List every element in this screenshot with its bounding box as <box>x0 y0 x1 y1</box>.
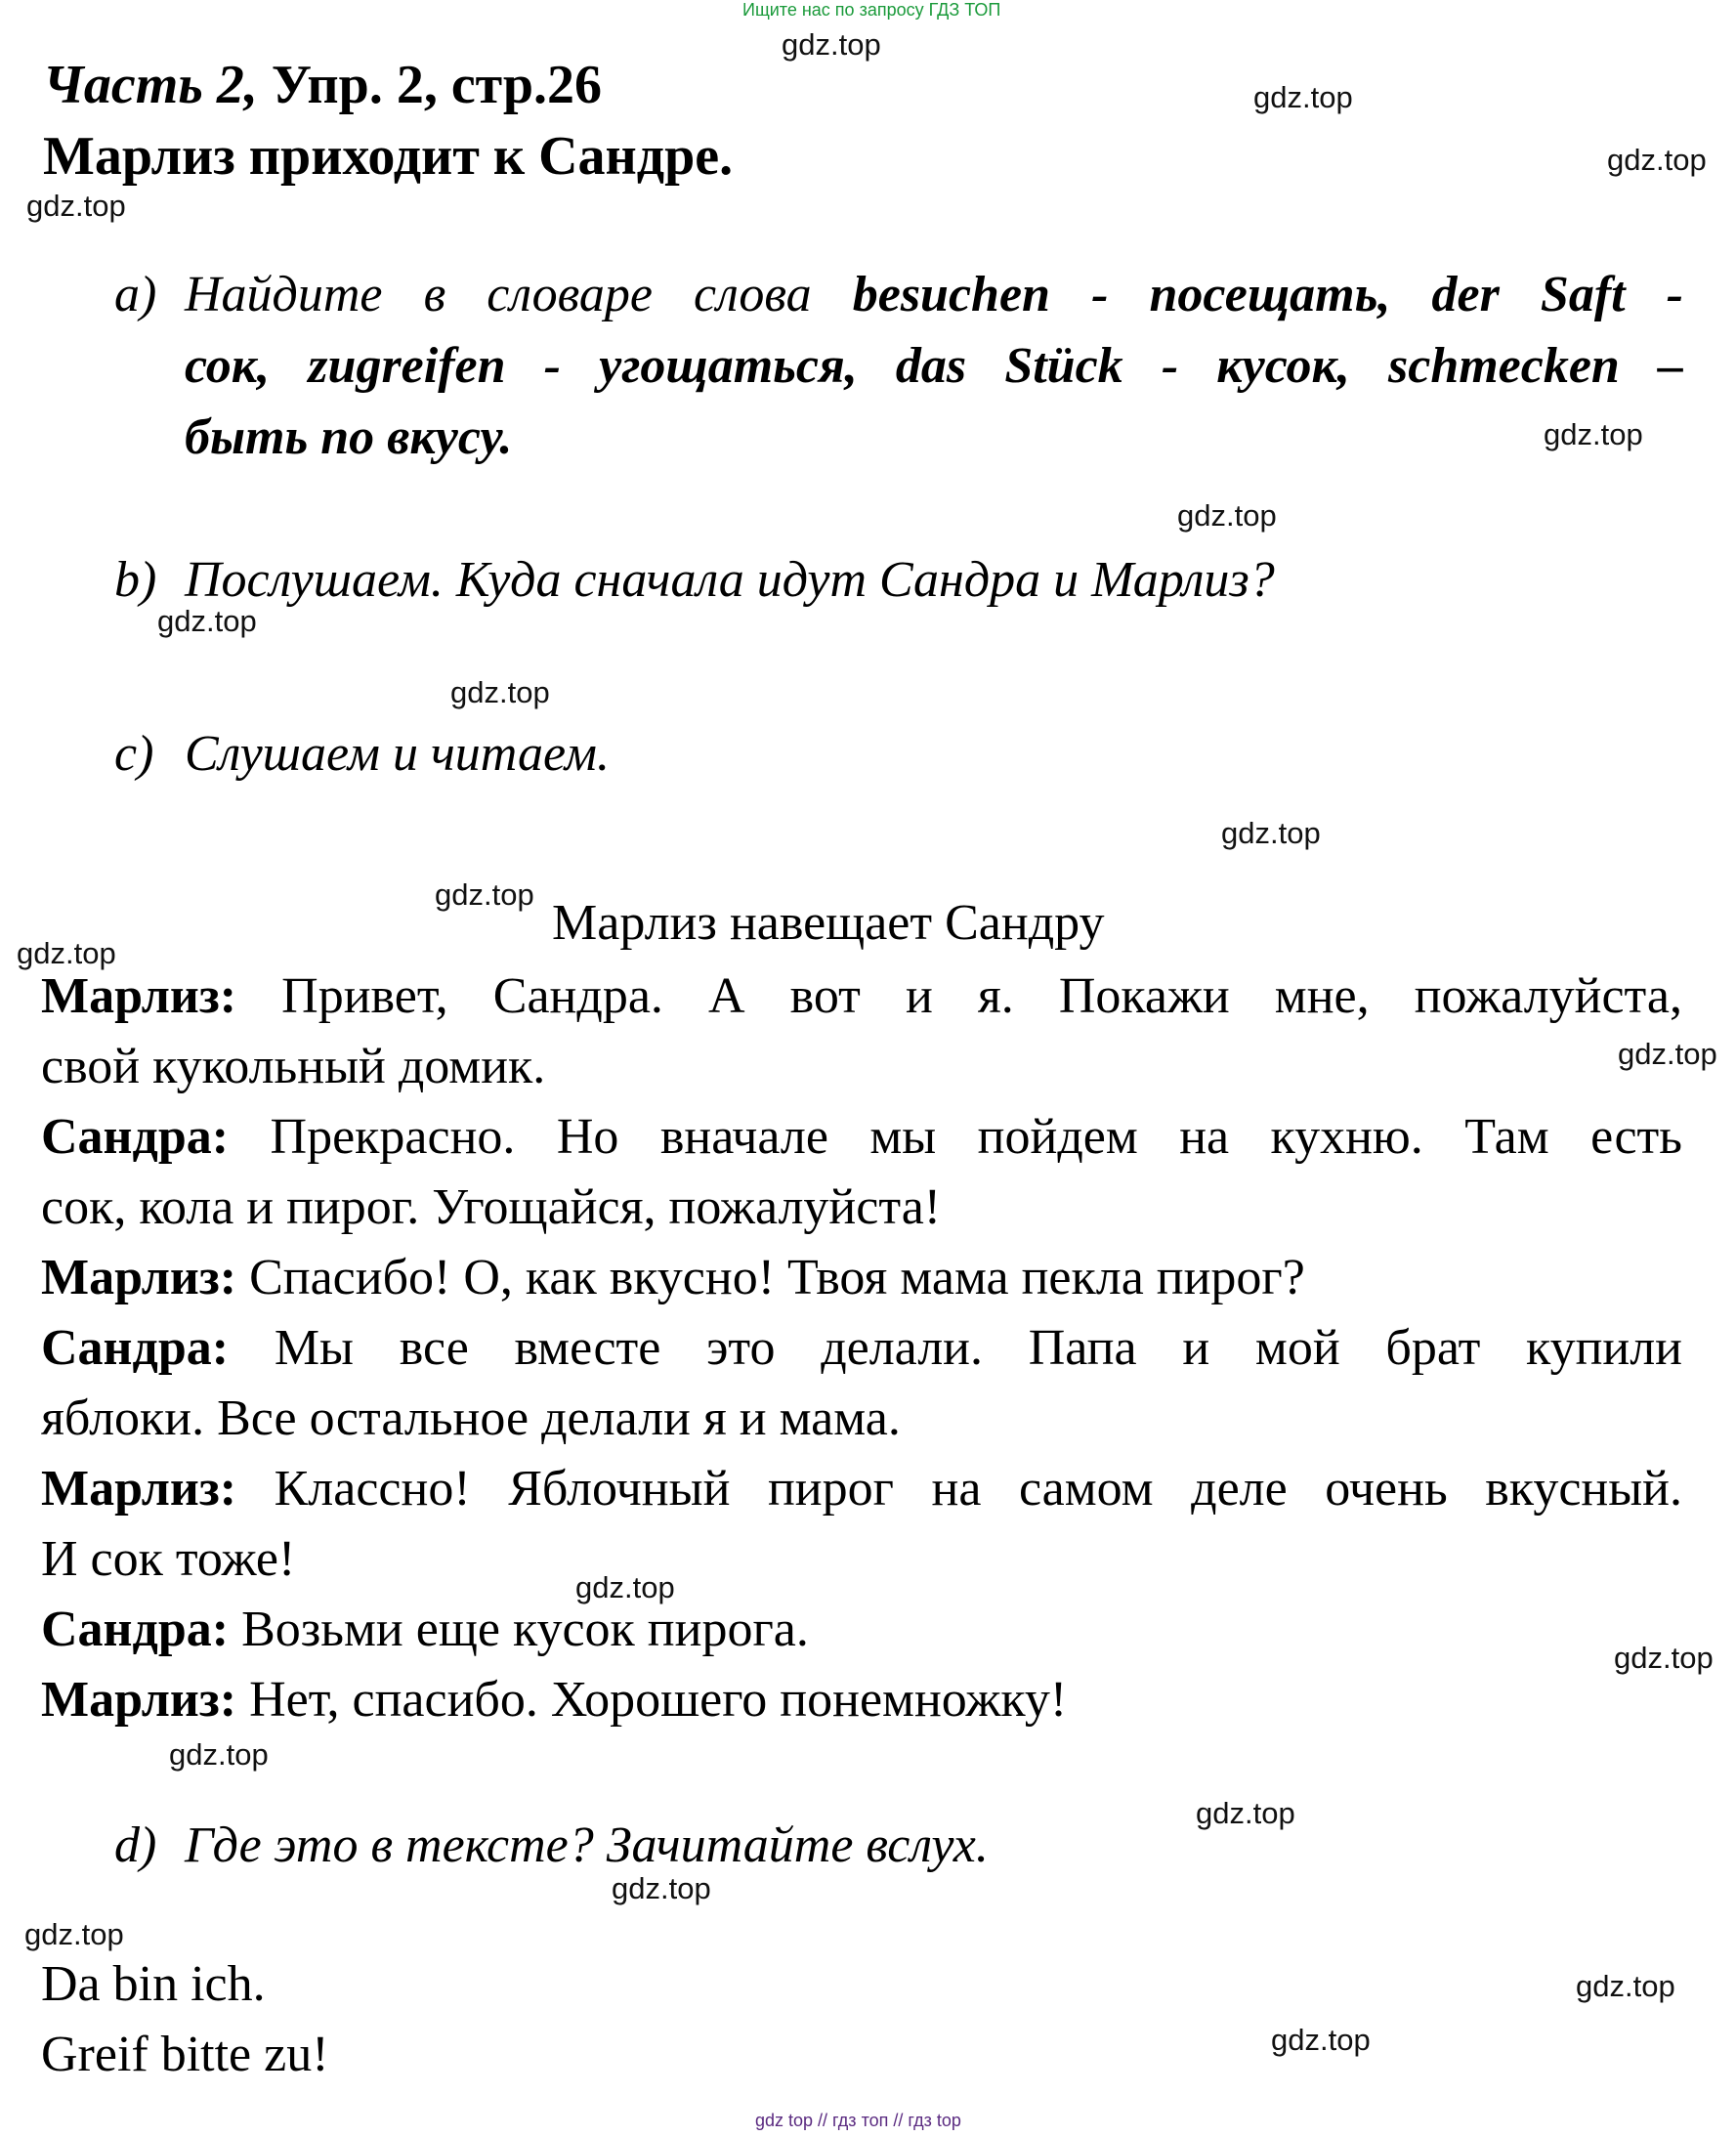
footer-banner: gdz top // гдз топ // гдз top <box>755 2111 961 2130</box>
watermark: gdz.top <box>1614 1641 1714 1675</box>
watermark: gdz.top <box>157 604 257 638</box>
task-d-label: d) <box>114 1817 157 1873</box>
watermark: gdz.top <box>612 1871 711 1905</box>
watermark: gdz.top <box>1271 2023 1371 2057</box>
dialogue-text: Возьми еще кусок пирога. <box>241 1602 809 1657</box>
page-subtitle: Марлиз приходит к Сандре. <box>43 126 734 187</box>
task-c <box>114 718 610 790</box>
dialogue-text-cont: сок, кола и пирог. Угощайся, пожалуйста! <box>41 1179 942 1235</box>
task-b <box>114 544 1275 616</box>
dialogue-line <box>41 1595 1682 1665</box>
speaker-name: Марлиз: <box>41 968 237 1024</box>
dialogue-text-cont: свой кукольный домик. <box>41 1039 546 1094</box>
speaker-name: Марлиз: <box>41 1461 237 1517</box>
phrase-1: Da bin ich. <box>41 1956 266 2012</box>
dialogue-text: Мы все вместе это делали. Папа и мой брат купили <box>274 1320 1683 1376</box>
task-a <box>114 259 1683 473</box>
dialogue-title: Марлиз навещает Сандру <box>552 895 1105 951</box>
dialogue <box>41 962 1682 1735</box>
watermark: gdz.top <box>26 189 126 223</box>
dialogue-text: Прекрасно. Но вначале мы пойдем на кухню. Там есть <box>270 1109 1682 1165</box>
watermark: gdz.top <box>1253 80 1353 114</box>
task-d-text: Где это в тексте? Зачитайте вслух. <box>185 1817 989 1873</box>
task-c-label: c) <box>114 726 154 782</box>
task-a-words-line1: besuchen - посещать, der Saft - <box>852 267 1683 322</box>
dialogue-text: Классно! Яблочный пирог на самом деле очень вкусный. <box>274 1461 1682 1517</box>
dialogue-text: Спасибо! О, как вкусно! Твоя мама пекла пирог? <box>249 1250 1305 1305</box>
task-a-words-line3: быть по вкусу. <box>185 409 513 465</box>
dialogue-line <box>41 962 1682 1102</box>
watermark: gdz.top <box>1196 1796 1295 1830</box>
speaker-name: Марлиз: <box>41 1250 237 1305</box>
page-title <box>43 54 602 116</box>
watermark: gdz.top <box>450 675 550 709</box>
speaker-name: Марлиз: <box>41 1672 237 1728</box>
dialogue-line <box>41 1313 1682 1454</box>
task-a-intro: Найдите в словаре слова <box>185 267 812 322</box>
top-banner: Ищите нас по запросу ГДЗ ТОП <box>742 0 1001 20</box>
task-b-label: b) <box>114 552 157 608</box>
speaker-name: Сандра: <box>41 1109 230 1165</box>
watermark: gdz.top <box>1576 1969 1675 2003</box>
part-label: Часть 2, <box>43 55 258 115</box>
task-d <box>114 1810 989 1881</box>
watermark: gdz.top <box>575 1570 675 1604</box>
dialogue-line <box>41 1454 1682 1595</box>
watermark: gdz.top <box>782 27 881 62</box>
speaker-name: Сандра: <box>41 1320 230 1376</box>
task-b-text: Послушаем. Куда сначала идут Сандра и Марлиз? <box>185 552 1275 608</box>
watermark: gdz.top <box>435 877 534 912</box>
watermark: gdz.top <box>1618 1037 1717 1071</box>
dialogue-line <box>41 1102 1682 1243</box>
watermark: gdz.top <box>17 936 116 970</box>
dialogue-text-cont: яблоки. Все остальное делали я и мама. <box>41 1390 901 1446</box>
dialogue-line <box>41 1243 1682 1313</box>
phrase-2: Greif bitte zu! <box>41 2027 329 2082</box>
dialogue-text: Привет, Сандра. А вот и я. Покажи мне, пожалуйста, <box>281 968 1682 1024</box>
task-a-words-line2: сок, zugreifen - угощаться, das Stück - кусок, schmecken – <box>185 338 1683 394</box>
watermark: gdz.top <box>24 1917 124 1951</box>
task-a-label: a) <box>114 267 157 322</box>
speaker-name: Сандра: <box>41 1602 230 1657</box>
exercise-label: Упр. 2, стр.26 <box>271 55 603 115</box>
task-c-text: Слушаем и читаем. <box>185 726 610 782</box>
watermark: gdz.top <box>169 1737 269 1772</box>
dialogue-text-cont: И сок тоже! <box>41 1531 296 1587</box>
watermark: gdz.top <box>1544 417 1643 451</box>
dialogue-text: Нет, спасибо. Хорошего понемножку! <box>249 1672 1068 1728</box>
dialogue-line <box>41 1665 1682 1735</box>
watermark: gdz.top <box>1607 143 1707 177</box>
watermark: gdz.top <box>1177 498 1277 533</box>
watermark: gdz.top <box>1221 816 1321 850</box>
